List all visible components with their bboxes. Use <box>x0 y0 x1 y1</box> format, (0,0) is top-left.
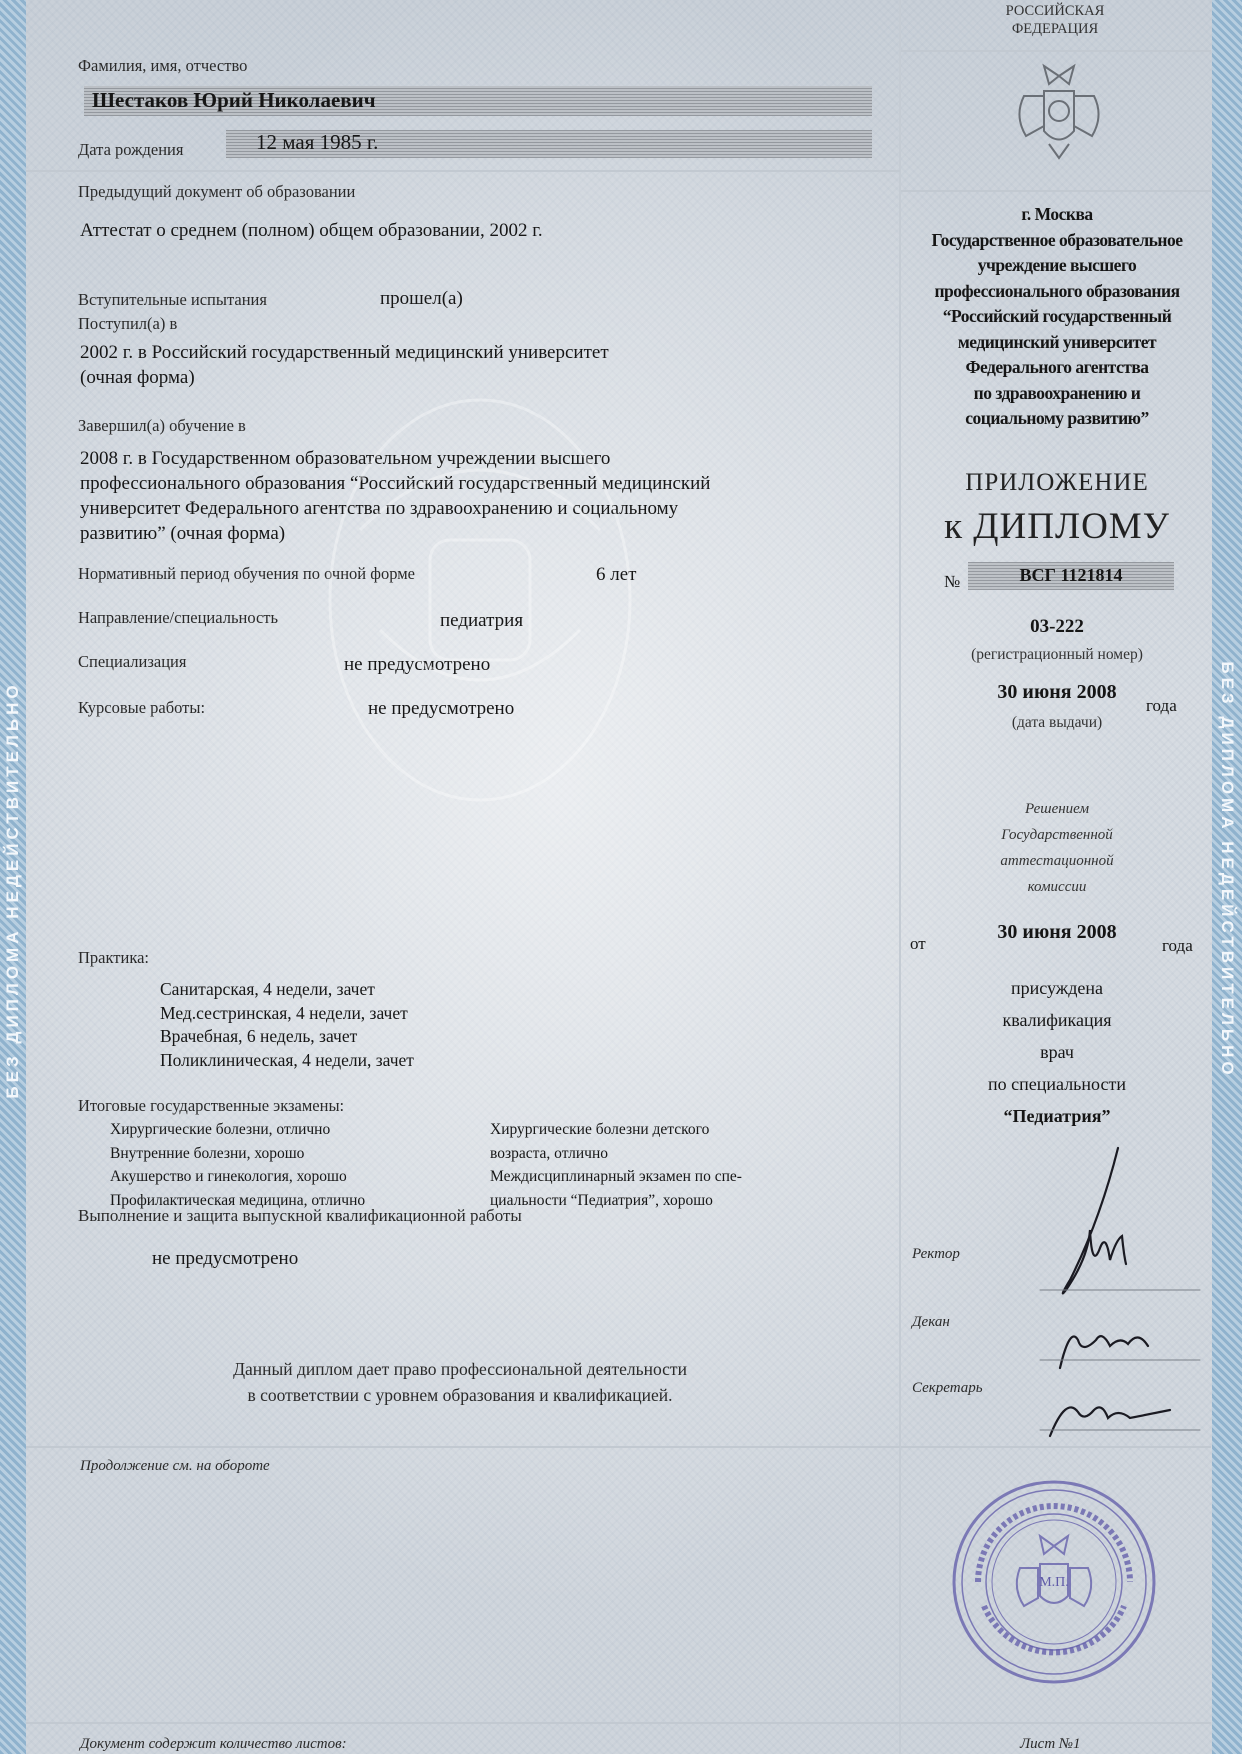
enrolled-line: 2002 г. в Российский государственный медицинский университет <box>80 342 609 363</box>
full-name: Шестаков Юрий Николаевич <box>92 88 376 112</box>
exams-label: Итоговые государственные экзамены: <box>78 1096 345 1115</box>
specialty-caption: по специальности <box>988 1074 1126 1094</box>
section-divider <box>901 1446 1211 1448</box>
institution-line: социальному развитию” <box>965 408 1149 428</box>
coat-of-arms-icon <box>1004 56 1114 166</box>
coursework-value: не предусмотрено <box>368 698 515 719</box>
stamp-mp: М.П. <box>1039 1575 1069 1590</box>
institution-line: учреждение высшего <box>977 255 1137 275</box>
thesis-label: Выполнение и защита выпускной квалификационной работы <box>78 1206 522 1225</box>
exam-item: Акушерство и гинекология, хорошо <box>110 1168 347 1185</box>
registration-caption: (регистрационный номер) <box>971 646 1143 663</box>
dean-label: Декан <box>912 1314 950 1330</box>
emblem-watermark <box>300 370 660 830</box>
from-word: от <box>910 934 926 953</box>
awarded-text: присуждена <box>1011 978 1103 998</box>
entrance-tests-result: прошел(а) <box>380 288 463 309</box>
rights-line: Данный диплом дает право профессиональной деятельности <box>233 1359 687 1379</box>
specialty-label: Направление/специальность <box>78 608 279 627</box>
exam-item: циальности “Педиатрия”, хорошо <box>490 1191 713 1209</box>
section-divider <box>901 190 1211 192</box>
institution-line: медицинский университет <box>957 331 1157 352</box>
section-divider <box>901 1722 1211 1724</box>
decision-line: Решением <box>1024 801 1090 817</box>
issue-year-word: года <box>1146 696 1177 715</box>
sheet-number: Лист №1 <box>1020 1736 1081 1752</box>
enrolled-label: Поступил(а) в <box>78 314 178 333</box>
section-divider <box>26 1722 900 1724</box>
column-divider <box>899 0 901 1754</box>
institution-line: “Российский государственный <box>942 306 1172 326</box>
exam-item: Внутренние болезни, хорошо <box>110 1144 305 1162</box>
rector-label: Ректор <box>912 1246 960 1262</box>
section-divider <box>26 170 900 172</box>
country-name <box>960 2 1150 38</box>
qualification-value: врач <box>1040 1042 1074 1062</box>
appendix-subtitle: к ДИПЛОМУ <box>944 506 1170 547</box>
specialty-name: “Педиатрия” <box>1003 1106 1111 1126</box>
practice-label: Практика: <box>78 948 150 967</box>
entrance-tests-label: Вступительные испытания <box>78 290 267 309</box>
sheets-count-label: Документ содержит количество листов: <box>80 1736 347 1752</box>
decision-date: 30 июня 2008 <box>997 921 1117 943</box>
commission-decision <box>902 796 1212 900</box>
birth-date-label: Дата рождения <box>78 140 184 159</box>
exam-item: Хирургические болезни, отлично <box>110 1121 331 1138</box>
exam-item: Хирургические болезни детского <box>490 1121 710 1138</box>
exam-item: Междисциплинарный экзамен по спе- <box>490 1168 742 1185</box>
decision-year-word: года <box>1162 936 1193 955</box>
decision-line: Государственной <box>1001 827 1113 843</box>
coursework-label: Курсовые работы: <box>78 698 206 717</box>
left-vertical-warning: БЕЗ ДИПЛОМА НЕДЕЙСТВИТЕЛЬНО <box>3 681 22 1099</box>
section-divider <box>26 1446 900 1448</box>
practice-item: Поликлиническая, 4 недели, зачет <box>160 1049 414 1070</box>
period-label: Нормативный период обучения по очной форме <box>78 564 415 583</box>
exam-item: возраста, отлично <box>490 1144 608 1162</box>
practice-list <box>160 978 414 1072</box>
rights-line: в соответствии с уровнем образования и квалификацией. <box>247 1385 673 1405</box>
birth-date: 12 мая 1985 г. <box>256 130 379 154</box>
exams-right-list <box>490 1118 742 1212</box>
institution-name <box>902 202 1212 432</box>
diploma-number: ВСГ 1121814 <box>1019 565 1123 585</box>
country-line: ФЕДЕРАЦИЯ <box>1011 21 1099 37</box>
practice-item: Санитарская, 4 недели, зачет <box>160 979 375 999</box>
secretary-label: Секретарь <box>912 1380 983 1396</box>
finished-line: развитию” (очная форма) <box>80 523 286 544</box>
thesis-value: не предусмотрено <box>152 1248 299 1269</box>
issue-date-caption: (дата выдачи) <box>1011 714 1103 731</box>
institution-line: Государственное образовательное <box>931 229 1183 250</box>
institution-line: Федерального агентства <box>965 357 1149 377</box>
period-value: 6 лет <box>596 564 637 585</box>
enrolled-line: (очная форма) <box>80 367 195 388</box>
finished-line: университет Федерального агентства по здравоохранению и социальному <box>80 498 679 519</box>
signatures <box>1030 1140 1210 1440</box>
specialization-label: Специализация <box>78 652 187 671</box>
previous-document: Аттестат о среднем (полном) общем образовании, 2002 г. <box>80 220 543 241</box>
specialization-value: не предусмотрено <box>344 654 491 675</box>
rights-statement <box>100 1356 820 1408</box>
previous-document-label: Предыдущий документ об образовании <box>78 182 356 201</box>
specialty-value: педиатрия <box>440 610 524 631</box>
country-line: РОССИЙСКАЯ <box>1005 3 1105 19</box>
decision-line: комиссии <box>1027 879 1087 895</box>
number-sign: № <box>944 572 961 591</box>
registration-number: 03-222 <box>1030 616 1084 637</box>
right-vertical-warning: БЕЗ ДИПЛОМА НЕДЕЙСТВИТЕЛЬНО <box>1218 661 1237 1079</box>
exam-item: Профилактическая медицина, отлично <box>110 1191 366 1209</box>
finished-line: профессионального образования “Российский государственный медицинский <box>80 473 711 494</box>
official-stamp <box>948 1476 1160 1688</box>
exams-left-list <box>110 1118 365 1212</box>
finished-line: 2008 г. в Государственном образовательном учреждении высшего <box>80 448 611 469</box>
practice-item: Врачебная, 6 недель, зачет <box>160 1026 358 1046</box>
name-label: Фамилия, имя, отчество <box>78 56 248 75</box>
finished-label: Завершил(а) обучение в <box>78 416 246 435</box>
section-divider <box>901 50 1211 52</box>
practice-item: Мед.сестринская, 4 недели, зачет <box>160 1002 408 1023</box>
appendix-title: ПРИЛОЖЕНИЕ <box>965 469 1149 496</box>
institution-line: по здравоохранению и <box>973 382 1141 403</box>
continuation-note: Продолжение см. на обороте <box>80 1458 270 1474</box>
qualification-label: квалификация <box>1002 1010 1112 1030</box>
issue-date: 30 июня 2008 <box>997 681 1117 703</box>
institution-line: г. Москва <box>1021 204 1093 224</box>
institution-line: профессионального образования <box>934 280 1180 301</box>
decision-line: аттестационной <box>1000 853 1114 869</box>
